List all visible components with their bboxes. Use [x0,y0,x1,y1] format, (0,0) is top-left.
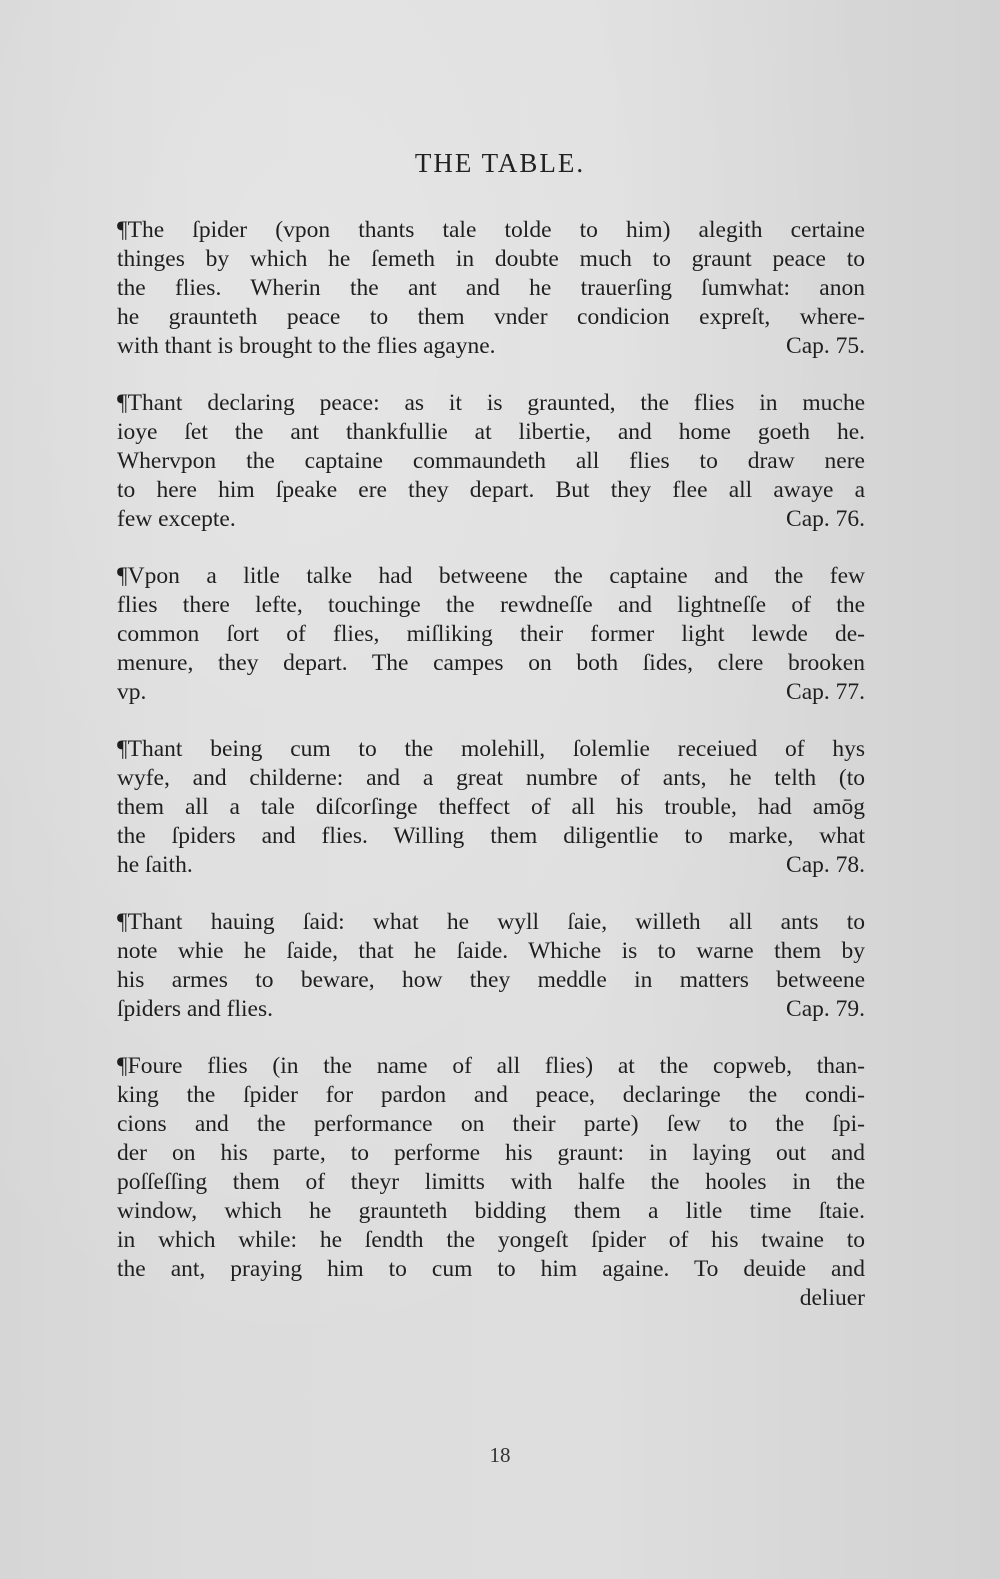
entry-line: ¶Thant being cum to the molehill, ſolemlie receiued of hys [117,736,865,762]
toc-entry-continued [117,1052,865,1313]
entry-line-text: vp. [117,679,147,705]
catchword: deliuer [799,1285,865,1311]
toc-entry [117,735,865,880]
entry-line: the ſpiders and flies. Willing them diligentlie to marke, what [117,823,865,849]
entry-line: window, which he graunteth bidding them a litle time ſtaie. [117,1198,865,1224]
chapter-reference: Cap. 77. [786,679,865,705]
chapter-reference: Cap. 79. [786,996,865,1022]
entry-line: common ſort of flies, miſliking their former light lewde de- [117,621,865,647]
entry-line: king the ſpider for pardon and peace, declaringe the condi- [117,1082,865,1108]
entry-line: Whervpon the captaine commaundeth all flies to draw nere [117,448,865,474]
entry-line: them all a tale diſcorſinge theffect of all his trouble, had amōg [117,794,865,820]
entry-line: note whie he ſaide, that he ſaide. Whiche is to warne them by [117,938,865,964]
entry-line: menure, they depart. The campes on both ſides, clere brooken [117,650,865,676]
entry-line: in which while: he ſendth the yongeſt ſpider of his twaine to [117,1227,865,1253]
entry-line: to here him ſpeake ere they depart. But they flee all awaye a [117,477,865,503]
entry-last-line [117,332,865,361]
toc-entry [117,908,865,1024]
entry-line: flies there lefte, touchinge the rewdneſſe and lightneſſe of the [117,592,865,618]
entry-line: he graunteth peace to them vnder condicion expreſt, where- [117,304,865,330]
entry-line: wyfe, and childerne: and a great numbre of ants, he telth (to [117,765,865,791]
entry-line: poſſeſſing them of theyr limitts with halfe the hooles in the [117,1169,865,1195]
entry-line: his armes to beware, how they meddle in matters betweene [117,967,865,993]
entry-line: der on his parte, to performe his graunt: in laying out and [117,1140,865,1166]
entry-line-text: he ſaith. [117,852,193,878]
toc-entry [117,562,865,707]
chapter-reference: Cap. 78. [786,852,865,878]
entry-line: the flies. Wherin the ant and he trauerſing ſumwhat: anon [117,275,865,301]
chapter-reference: Cap. 76. [786,506,865,532]
entry-line: cions and the performance on their parte) ſew to the ſpi- [117,1111,865,1137]
entry-last-line [117,995,865,1024]
entry-last-line [117,678,865,707]
page-number: 18 [489,1443,511,1467]
table-of-contents [117,216,865,1341]
entry-last-line [117,505,865,534]
entry-line: ¶Foure flies (in the name of all flies) at the copweb, than- [117,1053,865,1079]
entry-line-text: with thant is brought to the flies agayne. [117,333,496,359]
toc-entry [117,216,865,361]
entry-line: thinges by which he ſemeth in doubte much to graunt peace to [117,246,865,272]
chapter-reference: Cap. 75. [786,333,865,359]
entry-line: ¶Thant hauing ſaid: what he wyll ſaie, willeth all ants to [117,909,865,935]
running-head: THE TABLE. [414,148,586,178]
entry-line-text: few excepte. [117,506,236,532]
entry-line: ¶The ſpider (vpon thants tale tolde to him) alegith certaine [117,217,865,243]
entry-line: ¶Thant declaring peace: as it is graunted, the flies in muche [117,390,865,416]
entry-line-text: ſpiders and flies. [117,996,273,1022]
entry-line: ioye ſet the ant thankfullie at libertie, and home goeth he. [117,419,865,445]
entry-line: the ant, praying him to cum to him againe. To deuide and [117,1256,865,1282]
toc-entry [117,389,865,534]
entry-line: ¶Vpon a litle talke had betweene the captaine and the few [117,563,865,589]
entry-last-line [117,851,865,880]
